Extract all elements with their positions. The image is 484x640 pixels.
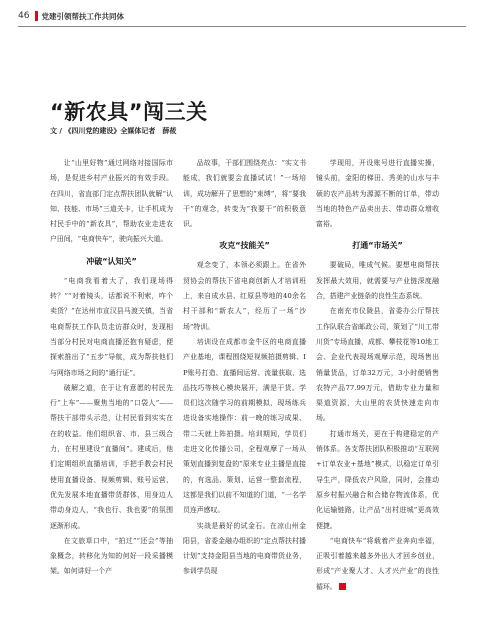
- section-heading: [183, 240, 306, 252]
- paragraph: [183, 156, 306, 232]
- section-marker: [35, 11, 38, 21]
- paragraph: [50, 274, 173, 381]
- article-column-3: [316, 156, 439, 595]
- article-column-1: [50, 156, 173, 580]
- section-heading-text: 打通“市场关”: [352, 241, 403, 251]
- section-heading-text: 攻克“技能关”: [219, 241, 270, 251]
- paragraph-text: 打通市场关，更在于构建稳定的产销体系。各支帮扶团队积极推动“互联网+订单农业+基地”模式，以稳定订单引导生产，降低农户风险，同时，会推动原乡村振兴融合和合储存物流体系，优化运输链路，让产品“出村进城”更高效便捷。: [316, 429, 439, 530]
- header-divider: [18, 26, 466, 27]
- paragraph-text: 观念变了，本领必须跟上。在省外贸协会的帮扶下省电商创新人才培训班上，来自成水县、红原县等地的40余名村干部和“新农人”，经历了一场“沙场”特训。: [183, 261, 306, 331]
- paragraph-text: 在南充市仪陇县，省委办公厅帮扶工作队联合省邮政公司，策划了“川工带川货”专场直播，成都、攀枝花等10地工会、企业代表现场观摩示范，现场售出销量货品，订单32万元，3小时便销售农特产品77.99万元，借助专业力量和渠道资源，大山里的农货快速走向市场。: [316, 307, 439, 423]
- section-heading-text: 冲破“认知关”: [86, 256, 137, 266]
- paragraph-text: 品故事，干部们围绕亮点：“实文书能成，我们就要会直播试试！”一场培训，成功解开了思想的“束缚”，将“要我干”的观念，转变为“我要干”的积极意识。: [183, 159, 306, 229]
- paragraph-text: “电商我看着大了，我们现场得转？”“对着镜头，话都说不利索，咋个卖货？”在达州市宣汉县马渡关镇，当省电商帮扶工作队员走访群众时，发现相当部分村民对电商直播还抱有疑虑，便探索推出了“五步”导航，成为帮扶他们与网络市场之间的“通行证”。: [50, 276, 173, 377]
- paragraph-text: 要破局，唯成气候。要想电商帮扶发挥最大效用，就需要与产业链深度融合，搭建产业链条的良性生态系统。: [316, 261, 439, 301]
- paragraph: [316, 304, 439, 426]
- paragraph: [183, 335, 306, 519]
- section-heading: [50, 256, 173, 268]
- paragraph-text: 培训设在成都市金牛区的电商直播产业基地，课程围绕短视频拍摄剪辑、IP账号打造、直播间运营、流量获取、选品技巧等核心模块展开，满是干货。学员们这次随学习的前期模拟，现场练兵进设备实地操作：前一晚的练习成果、带二天就上阵拍摄。培训期间，学员们走进文化传播公司，全程观摩了一场从策划直播到复盘的“原来专业主播是直接的，有选品、策划、运营一整套流程，这都是我们以前不知道的门道，“一名学员连声感叹。: [183, 337, 306, 515]
- paragraph-text: 学现用，开设账号进行直播实操，镜头前，金阳的梯田、秀美的山水与丰硕的农产品转为源源不断的订单，带动当地的特色产品卖出去、带动群众增收富裕。: [316, 159, 439, 229]
- paragraph-text: 让“山里好物”通过网络对接国际市场，是促进乡村产业振兴的有效手段。在四川，省直部门定点帮扶团队就解“认知、技能、市场”三道关卡，让手机成为村民手中的“新农具”，帮助农业走进农户田间，“电商快车”，驶向振兴大道。: [50, 159, 173, 244]
- paragraph-text: 实战是最好的试金石。在凉山州金阳县，省委金融办组织的“定点帮扶村播计划”支持金阳县当地的电商带货业务，参训学员现: [183, 521, 306, 576]
- paragraph: [316, 258, 439, 304]
- article-column-2: [183, 156, 306, 580]
- paragraph: [183, 258, 306, 334]
- section-heading: [316, 240, 439, 252]
- paragraph: [50, 534, 173, 580]
- paragraph-text: 在文旅草口中，“拍过”“还会”等抽象概念，转移化为知的何好一段采播模架。如何讲好一个产: [50, 536, 173, 576]
- page-header: [18, 9, 124, 23]
- paragraph-text: 破解之道，在于让有意愿的村民先行“上车”——聚焦当地的“口袋人”——帮扶干部带头示范，让村民看到实实在在的收益。他们组织省、市、县三级合力，在村里建设“直播间”。建成后，他们定期组织直播培训，手把手教会村民使用直播设备、视频剪辑、账号运营，优先发展本地直播带货群体，用身边人带动身边人，“我也行、我也要”的氛围逐渐形成。: [50, 383, 173, 530]
- paragraph: [316, 534, 439, 595]
- paragraph-text: “电商快车”将载着产业奔向幸福，正吸引着越来越多外出人才回乡创业，形成“产业聚人才、人才兴产业”的良性循环。: [316, 536, 439, 591]
- paragraph: [316, 427, 439, 534]
- section-name: 党建引领帮扶工作共同体: [41, 11, 124, 21]
- paragraph: [50, 156, 173, 248]
- article-title: “新农具”闯三关: [50, 100, 208, 124]
- page-number: 46: [18, 11, 30, 21]
- end-of-article-icon: [339, 583, 346, 590]
- paragraph: [316, 156, 439, 232]
- article-byline: 文 / 《四川党的建设》全媒体记者 薛莜: [50, 127, 177, 135]
- paragraph: [183, 519, 306, 580]
- paragraph: [50, 381, 173, 534]
